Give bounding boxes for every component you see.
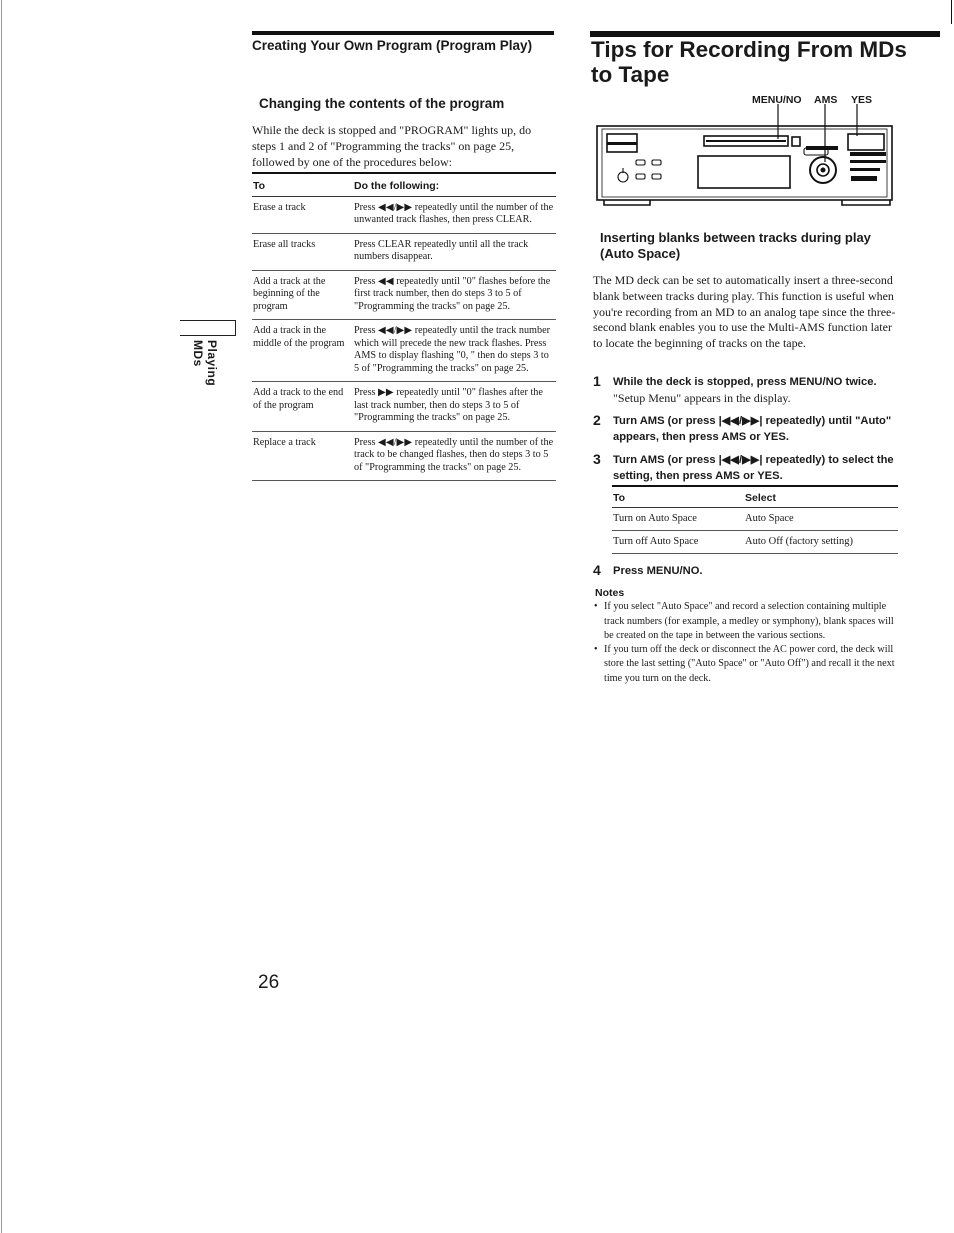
col-to: To: [612, 486, 744, 508]
row-do: Press ◀◀/▶▶ repeatedly until the number of the track to be changed flashes, then do steps 3 to 5 of "Programming the tracks" on page 25.: [353, 431, 556, 481]
table-header-row: [252, 173, 556, 196]
step-text: While the deck is stopped, press MENU/NO twice.: [613, 376, 877, 388]
left-edge-line: [1, 0, 2, 1233]
table-row: [252, 270, 556, 320]
md-deck-illustration: [594, 104, 896, 214]
table-header-row: [612, 486, 898, 508]
col-to: To: [252, 173, 353, 196]
display-window: [698, 156, 790, 188]
auto-space-description: The MD deck can be set to automatically insert a three-second blank between tracks during play. This function is useful when you're recording from an MD to an analog tape since the three-second blank enables you to use the Multi-AMS function later to locate the beginning of tracks on the tape.: [593, 273, 896, 351]
subsection-title: Inserting blanks between tracks during play (Auto Space): [600, 230, 871, 261]
label-menu-no: MENU/NO: [752, 94, 802, 106]
note-item: • If you select "Auto Space" and record a selection containing multiple track numbers (for example, a medley or symphony), blank spaces will be created on the tape in between the various sections.: [594, 600, 899, 644]
step-text: Turn AMS (or press |◀◀/▶▶| repeatedly) to select the setting, then press AMS or YES.: [613, 454, 894, 482]
intro-paragraph: While the deck is stopped and "PROGRAM" lights up, do steps 1 and 2 of "Programming the tracks" on page 25, followed by one of the procedures below:: [252, 123, 532, 169]
table-row: [252, 196, 556, 233]
row-do: Press ◀◀/▶▶ repeatedly until the number of the unwanted track flashes, then press CLEAR.: [353, 196, 556, 233]
auto-space-table: [612, 485, 898, 554]
col-do: Do the following:: [353, 173, 556, 196]
step-subtext: "Setup Menu" appears in the display.: [613, 391, 791, 405]
running-header: Creating Your Own Program (Program Play): [252, 38, 533, 53]
row-to: Add a track to the end of the program: [252, 382, 353, 432]
row-do: Press CLEAR repeatedly until all the track numbers disappear.: [353, 233, 556, 270]
step-text: Turn AMS (or press |◀◀/▶▶| repeatedly) until "Auto" appears, then press AMS or YES.: [613, 415, 892, 443]
row-to: Erase all tracks: [252, 233, 353, 270]
row-to: Turn off Auto Space: [612, 531, 744, 554]
left-header-rule: [252, 31, 554, 35]
notes-title: Notes: [595, 587, 625, 599]
row-do: Press ◀◀ repeatedly until "0" flashes before the first track number, then do steps 3 to 5 of "Programming the tracks" on page 25.: [353, 270, 556, 320]
row-to: Erase a track: [252, 196, 353, 233]
section-title: Changing the contents of the program: [259, 96, 505, 111]
side-tab-marker: [180, 320, 236, 336]
table-row: [612, 508, 898, 531]
right-edge-line: [951, 0, 952, 24]
table-row: [252, 382, 556, 432]
row-do: Press ◀◀/▶▶ repeatedly until the track number which will precede the new track flashes. Press AMS to display flashing "0, " then do steps 3 to 5 of "Programming the tracks" on page 25.: [353, 320, 556, 382]
notes-list: [594, 600, 899, 687]
row-to: Add a track in the middle of the program: [252, 320, 353, 382]
page-title: Tips for Recording From MDs to Tape: [591, 37, 907, 87]
label-ams: AMS: [814, 94, 838, 106]
col-select: Select: [744, 486, 898, 508]
row-do: Press ▶▶ repeatedly until "0" flashes after the last track number, then do steps 3 to 5 of "Programming the tracks" on page 25.: [353, 382, 556, 432]
right-display: [848, 134, 884, 150]
row-to: Add a track at the beginning of the program: [252, 270, 353, 320]
step-number: 3: [593, 451, 601, 467]
row-select: Auto Off (factory setting): [744, 531, 898, 554]
note-item: • If you turn off the deck or disconnect the AC power cord, the deck will store the last setting ("Auto Space" or "Auto Off") and recall it the next time you turn on the deck.: [594, 643, 899, 687]
step-number: 4: [593, 562, 601, 578]
step-text: Press MENU/NO.: [613, 565, 703, 577]
table-row: [252, 233, 556, 270]
row-to: Turn on Auto Space: [612, 508, 744, 531]
table-row: [252, 431, 556, 481]
table-row: [252, 320, 556, 382]
step-number: 1: [593, 373, 601, 389]
table-row: [612, 531, 898, 554]
row-to: Replace a track: [252, 431, 353, 481]
row-select: Auto Space: [744, 508, 898, 531]
program-edit-table: [252, 172, 556, 481]
step-number: 2: [593, 412, 601, 428]
side-section-label: Playing MDs: [191, 340, 219, 387]
label-yes: YES: [851, 94, 873, 106]
page-number: 26: [258, 972, 280, 993]
